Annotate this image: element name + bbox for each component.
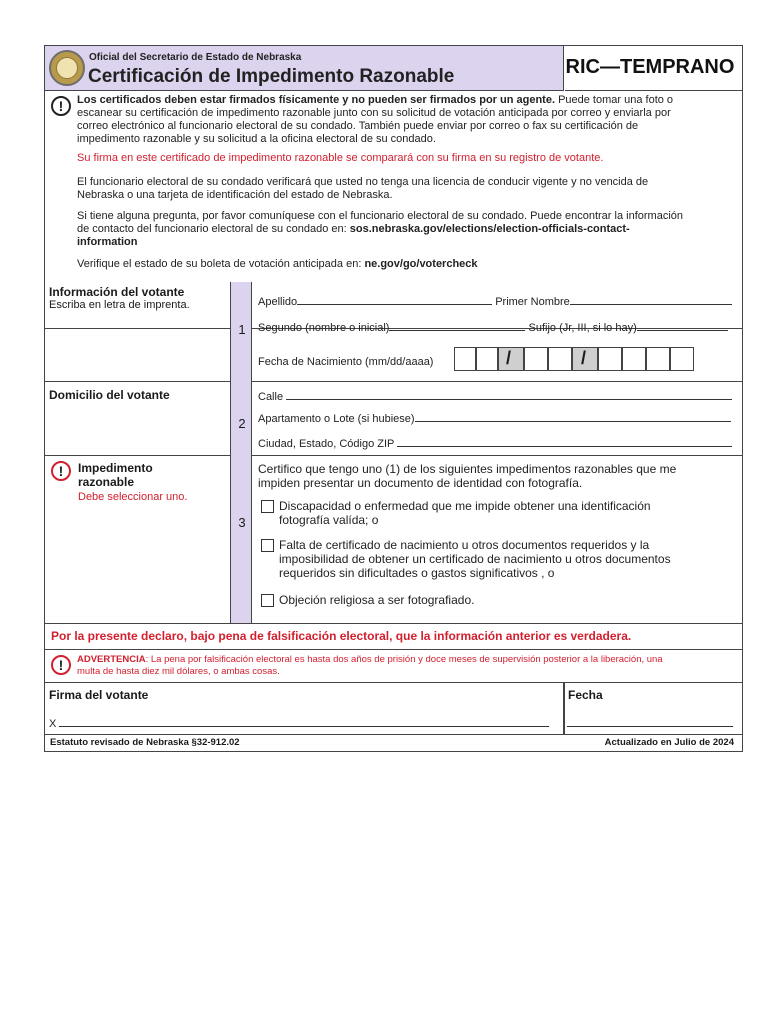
voter-info-sublabel: Escriba en letra de imprenta. [49, 299, 190, 311]
alert-icon: ! [51, 461, 71, 481]
signature-row [45, 682, 742, 735]
dob-month-digit-1[interactable] [454, 347, 476, 371]
form-title: Certificación de Impedimento Razonable [88, 66, 455, 87]
street-field[interactable] [258, 389, 732, 403]
form-footer [45, 734, 742, 752]
middle-name-label: Segundo (nombre o inicial) [258, 322, 390, 334]
certify-line-2: impiden presentar un documento de identidad con fotografía. [258, 476, 583, 490]
instructions-line-4: impedimento razonable y su solicitud a la oficina electoral de su condado. [77, 133, 436, 145]
nebraska-seal-icon [49, 50, 85, 86]
disability-checkbox[interactable] [261, 500, 274, 513]
dob-year-digit-3[interactable] [646, 347, 670, 371]
street-label: Calle [258, 391, 284, 403]
birth-certificate-option-line-3: requeridos sin dificultades o gastos significativos , o [279, 566, 555, 580]
warning-row [45, 649, 742, 683]
signature-field[interactable] [49, 716, 549, 730]
dob-day-digit-1[interactable] [524, 347, 548, 371]
impediment-label-line-1: Impedimento [78, 461, 153, 475]
contact-link-part-1[interactable]: sos.nebraska.gov/elections/election-officials-contact- [349, 223, 630, 235]
dob-month-digit-2[interactable] [476, 347, 498, 371]
dob-label: Fecha de Nacimiento (mm/dd/aaaa) [258, 356, 434, 368]
alert-icon: ! [51, 655, 71, 675]
question-line-3 [77, 236, 737, 249]
section-number: 3 [238, 515, 246, 530]
apartment-field[interactable] [258, 411, 731, 425]
dob-year-digit-2[interactable] [622, 347, 646, 371]
middle-name-field[interactable] [258, 320, 728, 334]
form-code: RIC—TEMPRANO [565, 56, 735, 78]
status-line [77, 258, 737, 271]
declaration-text: Por la presente declaro, bajo pena de falsificación electoral, que la información anterior es verdadera. [51, 629, 632, 643]
last-name-label: Apellido [258, 296, 298, 308]
contact-link-part-2[interactable]: information [77, 236, 138, 248]
instructions-line-3: correo electrónico al funcionario electoral de su condado. También puede enviar por correo o fax su certificación de [77, 120, 639, 132]
declaration-row [45, 623, 742, 650]
last-name-field[interactable] [258, 294, 732, 308]
signature-note: Su firma en este certificado de impedimento razonable se comparará con su firma en su registro de votante. [77, 152, 604, 164]
impediment-label-line-2: razonable [78, 475, 135, 489]
suffix-label: Sufijo (Jr, III, si lo hay) [528, 322, 637, 334]
warning-line-1 [77, 654, 737, 666]
votercheck-link[interactable]: ne.gov/go/votercheck [364, 258, 478, 270]
certify-line-1: Certifico que tengo uno (1) de los siguientes impedimentos razonables que me [258, 462, 677, 476]
dob-year-digit-4[interactable] [670, 347, 694, 371]
birth-certificate-option-line-1: Falta de certificado de nacimiento u otros documentos requeridos y la [279, 538, 650, 552]
first-name-label: Primer Nombre [495, 296, 570, 308]
voter-address-label: Domicilio del votante [49, 388, 170, 402]
signature-label: Firma del votante [49, 688, 149, 702]
header-title-block [45, 46, 564, 91]
disability-option-line-2: fotografía valída; o [279, 513, 379, 527]
form-code-block [565, 46, 743, 91]
signature-divider [563, 682, 565, 734]
instructions-bold-lead: Los certificados deben estar firmados físicamente y no pueden ser firmados por un agente. [77, 94, 556, 106]
dob-year-digit-1[interactable] [598, 347, 622, 371]
voter-info-label: Información del votante [49, 285, 185, 299]
section-number-column [230, 455, 252, 623]
verify-line-2: Nebraska o una tarjeta de identificación del estado de Nebraska. [77, 189, 393, 201]
certificate-form [44, 45, 743, 752]
religious-objection-checkbox[interactable] [261, 594, 274, 607]
updated-date: Actualizado en Julio de 2024 [604, 737, 734, 748]
birth-certificate-option-line-2: imposibilidad de obtener un certificado de nacimiento u otros documentos [279, 552, 671, 566]
date-label: Fecha [568, 688, 603, 702]
warning-label: ADVERTENCIA [77, 654, 146, 665]
voter-address-section [45, 381, 742, 456]
header-subtitle: Oficial del Secretario de Estado de Nebraska [89, 52, 302, 63]
dob-day-digit-2[interactable] [548, 347, 572, 371]
status-text: Verifique el estado de su boleta de votación anticipada en: [77, 258, 365, 270]
dob-slash-1: / [506, 348, 512, 368]
instructions-line-1 [77, 94, 737, 107]
impediment-sublabel: Debe seleccionar uno. [78, 491, 188, 503]
religious-objection-option: Objeción religiosa a ser fotografiado. [279, 593, 475, 607]
alert-icon: ! [51, 96, 71, 116]
question-line-1: Si tiene alguna pregunta, por favor comuníquese con el funcionario electoral de su condado. Puede encontrar la información [77, 210, 683, 222]
apartment-label: Apartamento o Lote (si hubiese) [258, 413, 415, 425]
birth-certificate-checkbox[interactable] [261, 539, 274, 552]
statute-reference: Estatuto revisado de Nebraska §32-912.02 [50, 737, 240, 748]
signature-x-mark: X [49, 718, 57, 730]
verify-line-1: El funcionario electoral de su condado verificará que usted no tenga una licencia de conducir vigente y no vencida de [77, 176, 649, 188]
disability-option-line-1: Discapacidad o enfermedad que me impide obtener una identificación [279, 499, 651, 513]
warning-text-line-1: : La pena por falsificación electoral es hasta dos años de prisión y doce meses de supervisión posterior a la liberación, una [145, 654, 663, 665]
section-number-column [230, 282, 252, 381]
city-state-zip-field[interactable] [258, 436, 732, 450]
section-number-column [230, 381, 252, 455]
dob-slash-2: / [581, 348, 587, 368]
question-line-2 [77, 223, 737, 236]
instructions-line-1-rest: Puede tomar una foto o [555, 94, 674, 106]
form-header [45, 46, 742, 92]
question-line-2-text: de contacto del funcionario electoral de su condado en: [77, 223, 350, 235]
city-state-zip-label: Ciudad, Estado, Código ZIP [258, 438, 395, 450]
section-number: 1 [238, 322, 246, 337]
date-field[interactable] [567, 716, 733, 730]
section-number: 2 [238, 416, 246, 431]
instructions-line-2: escanear su certificación de impedimento razonable junto con su solicitud de votación anticipada por correo y enviarla por [77, 107, 671, 119]
impediment-section [45, 455, 742, 624]
warning-line-2: multa de hasta diez mil dólares, o ambas cosas. [77, 666, 280, 677]
